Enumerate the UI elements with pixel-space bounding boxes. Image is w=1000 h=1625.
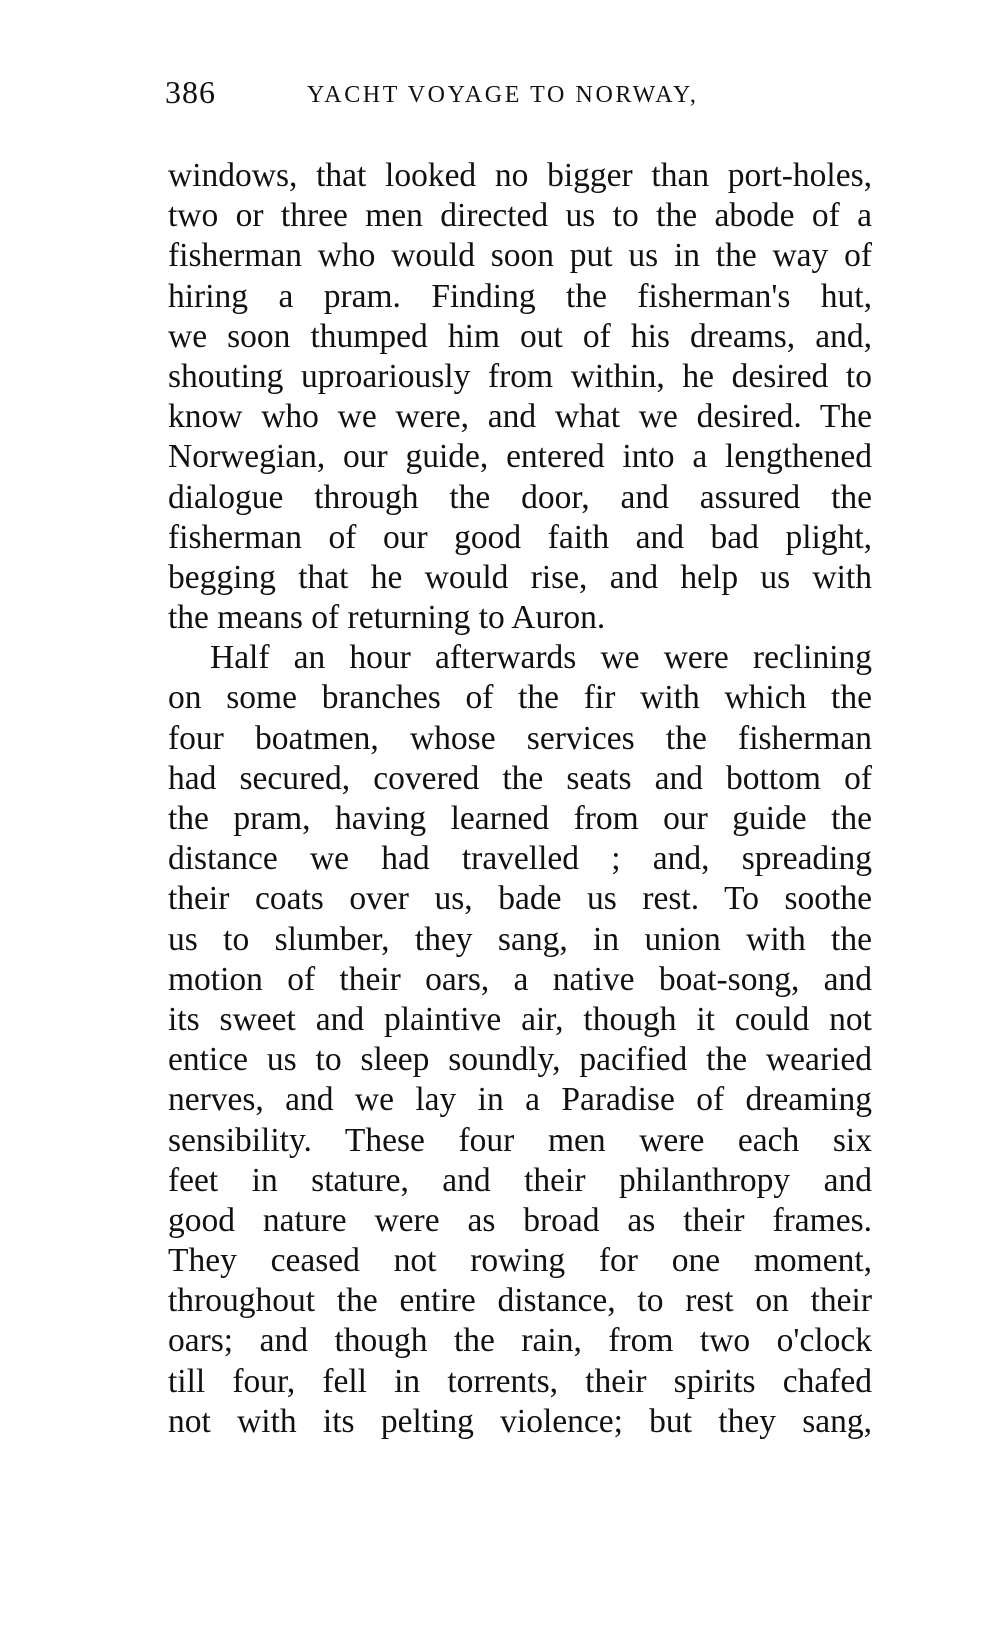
text-line: begging that he would rise, and help us with	[168, 558, 872, 596]
text-line: fisherman of our good faith and bad plight,	[168, 518, 872, 556]
text-line: on some branches of the fir with which the	[168, 679, 872, 717]
text-line: hiring a pram. Finding the fisherman's hut,	[168, 277, 872, 315]
text-line: Half an hour afterwards we were reclining	[210, 639, 872, 677]
text-line: the pram, having learned from our guide the	[168, 800, 872, 837]
text-line: its sweet and plaintive air, though it could not	[168, 1000, 872, 1038]
text-line: throughout the entire distance, to rest on their	[168, 1282, 872, 1320]
text-line: know who we were, and what we desired. The	[168, 398, 872, 436]
paragraph	[168, 156, 872, 638]
text-line: motion of their oars, a native boat-song, and	[168, 960, 872, 998]
text-line: windows, that looked no bigger than port-holes,	[168, 157, 872, 194]
text-line: entice us to sleep soundly, pacified the wearied	[168, 1041, 872, 1079]
text-line: us to slumber, they sang, in union with the	[168, 920, 872, 958]
text-line: their coats over us, bade us rest. To soothe	[168, 880, 872, 918]
body-text	[168, 156, 872, 1442]
text-line: They ceased not rowing for one moment,	[168, 1242, 872, 1280]
text-line: four boatmen, whose services the fisherman	[168, 719, 872, 757]
text-line: distance we had travelled ; and, spreading	[168, 840, 872, 878]
text-line: had secured, covered the seats and bottom of	[168, 759, 872, 797]
text-line: Norwegian, our guide, entered into a lengthened	[168, 438, 872, 476]
text-line: oars; and though the rain, from two o'clock	[168, 1322, 872, 1360]
paragraph	[168, 638, 872, 1442]
text-line: till four, fell in torrents, their spirits chafed	[168, 1362, 872, 1400]
text-line: dialogue through the door, and assured the	[168, 478, 872, 516]
text-line: fisherman who would soon put us in the way of	[168, 237, 872, 275]
text-line: nerves, and we lay in a Paradise of dreaming	[168, 1081, 872, 1119]
text-line: shouting uproariously from within, he desired to	[168, 357, 872, 395]
text-line: the means of returning to Auron.	[168, 599, 606, 637]
text-line: sensibility. These four men were each six	[168, 1121, 872, 1159]
running-title: YACHT VOYAGE TO NORWAY,	[307, 82, 699, 108]
page-number: 386	[165, 74, 216, 110]
text-line: good nature were as broad as their frames.	[168, 1201, 872, 1239]
text-line: we soon thumped him out of his dreams, and,	[168, 317, 872, 355]
text-line: two or three men directed us to the abode of a	[168, 197, 872, 235]
text-line: feet in stature, and their philanthropy and	[168, 1161, 872, 1199]
text-line: not with its pelting violence; but they sang,	[168, 1402, 872, 1440]
